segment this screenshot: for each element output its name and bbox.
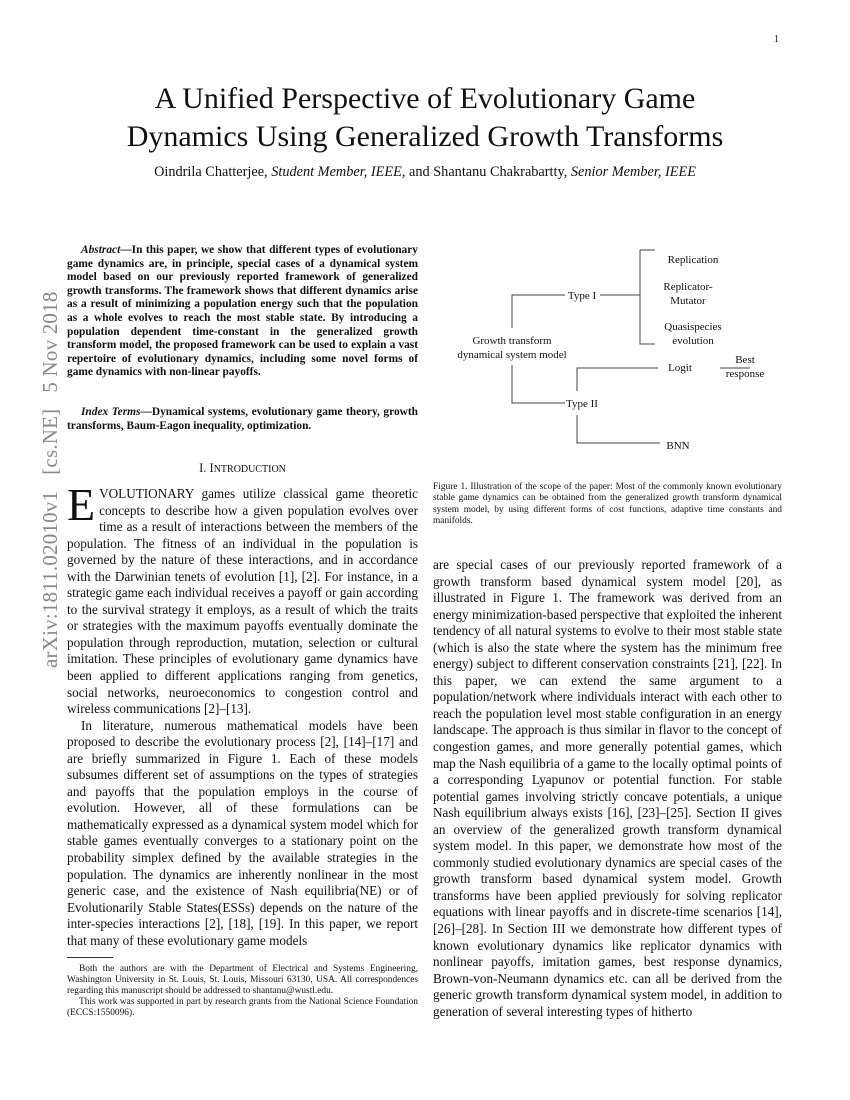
- title-line-1: A Unified Perspective of Evolutionary Game: [154, 82, 696, 115]
- node-best-line-1: Best: [735, 354, 755, 366]
- footnotes: [67, 964, 418, 1019]
- section-title-first: I: [209, 461, 214, 475]
- node-type-1: Type I: [567, 290, 597, 302]
- author-1-role: Student Member, IEEE,: [271, 164, 406, 180]
- connector-type1-quasispecies: [640, 295, 655, 344]
- footnote-rule: [67, 957, 113, 958]
- author-2-role: Senior Member, IEEE: [570, 164, 696, 180]
- introduction-text: [67, 479, 418, 949]
- connector-type1-replication: [600, 250, 655, 295]
- node-bnn: BNN: [666, 440, 690, 452]
- connector-type2-bnn: [577, 415, 660, 443]
- arxiv-date: 5 Nov 2018: [38, 291, 62, 393]
- right-column-text: [433, 557, 782, 1020]
- footnote-funding: This work was supported in part by research grants from the National Science Foundation (ECCS:1550096).: [67, 997, 418, 1018]
- index-terms: [67, 406, 418, 433]
- arxiv-category: [cs.NE]: [38, 408, 62, 475]
- intro-paragraph-1-text: VOLUTIONARY games utilize classical game theoretic concepts to describe how a given population evolves over time as a result of interactions between the members of the population. The fitness of an individual in the population is governed by the nature of these interactions, and in accordance with the Darwinian tenets of evolution [1], [2]. For instance, in a strategic game each individual receives a payoff or gain according to the survival strategy it employs, as a result of which the traits or strategies with the maximum payoffs eventually dominate the population through reproduction, mutation, selection or cultural imitation. These principles of evolutionary game dynamics have been applied to different applications ranging from genetics, social networks, neuroeconomics to congestion control and wireless communications [2]–[13].: [67, 486, 418, 717]
- connector-root-type1: [512, 295, 565, 328]
- connector-type2-logit: [577, 368, 658, 391]
- author-1: Oindrila Chatterjee,: [154, 164, 268, 180]
- drop-cap: E: [67, 479, 96, 530]
- page-number: 1: [774, 34, 779, 45]
- author-2: Shantanu Chakrabartty,: [433, 164, 568, 180]
- abstract: [67, 244, 418, 380]
- section-heading-introduction: [67, 461, 418, 476]
- node-replicator-line-1: Replicator-: [663, 281, 713, 293]
- right-paragraph: are special cases of our previously reported framework of a growth transform based dynamical system model [20], as illustrated in Figure 1. The framework was derived from an energy minimization-based perspective that exploited the inherent tendency of all natural systems to evolve to their most stable state (which is also the state where the system has the minimum free energy) subject to different conservation constraints [21], [22]. In this paper, we can extend the same argument to a population/network where individuals interact with each other to reach the population level most stable configuration in an energy landscape. The approach is thus similar in flavor to the concept of congestion games, and more generally potential games, which map the Nash equilibria of a game to the locally optimal points of a corresponding Lyapunov or potential function. For stable potential games involving strictly concave potentials, a unique Nash equilibrium always exists [16], [23]–[25]. Section II gives an overview of the generalized growth transform dynamical system model. In this paper, we demonstrate how most of the commonly studied evolutionary dynamics are special cases of the growth transform based dynamical system model. Growth transforms have been applied previously for solving replicator equations with linear payoffs and in discrete-time scenarios [14], [26]–[28]. In Section III we demonstrate how different types of known evolutionary dynamics like replicator dynamics with nonlinear payoffs, imitation games, best response dynamics, Brown-von-Neumann dynamics etc. can all be derived from the generic growth transform dynamical system model, in addition to generation of several interesting types of hitherto: [433, 557, 782, 1019]
- node-quasispecies-line-2: evolution: [672, 335, 714, 347]
- intro-paragraph-1: [67, 479, 418, 718]
- node-replicator-line-2: Mutator: [670, 295, 706, 307]
- abstract-text: —In this paper, we show that different types of evolutionary game dynamics are, in principle, special cases of a dynamical system model based on our previously reported framework of generalized growth transforms. The framework shows that different dynamics arise as a result of minimizing a population energy such that the population as a whole evolves to reach the most stable state. By introducing a population dependent time-constant in the generalized growth transform model, the proposed framework can be used to explain a vast repertoire of evolutionary dynamics, including some novel forms of game dynamics with non-linear payoffs.: [67, 244, 418, 379]
- node-type-2: Type II: [566, 398, 598, 410]
- title-line-2: Dynamics Using Generalized Growth Transforms: [126, 120, 724, 153]
- arxiv-id: arXiv:1811.02010v1: [38, 490, 62, 668]
- index-terms-text: —Dynamical systems, evolutionary game theory, growth transforms, Baum-Eagon inequality, optimization.: [67, 406, 418, 432]
- abstract-label: Abstract: [81, 244, 121, 256]
- node-replication: Replication: [667, 254, 719, 266]
- node-logit: Logit: [668, 362, 692, 374]
- node-root-line-1: Growth transform: [472, 335, 552, 347]
- connector-root-type2: [512, 365, 565, 403]
- index-terms-label: Index Terms: [81, 406, 141, 418]
- section-numeral: I.: [199, 461, 207, 475]
- footnote-affiliation: Both the authors are with the Department of Electrical and Systems Engineering, Washington University in St. Louis, St. Louis, Missouri 63130, USA. All correspondences regarding this manuscript should be addressed to shantanu@wustl.edu.: [67, 964, 418, 996]
- node-quasispecies-line-1: Quasispecies: [664, 321, 722, 333]
- figure-1-diagram: [440, 240, 785, 465]
- arxiv-stamp: [38, 275, 63, 668]
- author-line: [50, 164, 800, 181]
- author-conjunction: and: [408, 164, 430, 180]
- node-best-line-2: response: [725, 368, 765, 380]
- figure-1-caption: Figure 1. Illustration of the scope of the paper: Most of the commonly known evolutionary stable game dynamics can be obtained from the generalized growth transform dynamical system model, by using different forms of cost functions, adaptive time constants and manifolds.: [433, 482, 782, 526]
- section-title-rest: NTRODUCTION: [213, 464, 286, 475]
- node-root-line-2: dynamical system model: [457, 349, 567, 361]
- paper-title: [50, 80, 800, 156]
- intro-paragraph-2: In literature, numerous mathematical models have been proposed to describe the evolutionary process [2], [14]–[17] and are briefly summarized in Figure 1. Each of these models subsumes different set of assumptions on the types of strategies and payoffs that the population employs in the course of evolution. However, all of these formulations can be mathematically expressed as a dynamical system model which for stable games eventually converges to a stationary point on the probability simplex defined by the available strategies in the population. The dynamics are inherently nonlinear in the most generic case, and the existence of Nash equilibria(NE) or of Evolutionarily Stable States(ESSs) depends on the nature of the inter-species interactions [2], [18], [19]. In this paper, we report that many of these evolutionary game models: [67, 717, 418, 948]
